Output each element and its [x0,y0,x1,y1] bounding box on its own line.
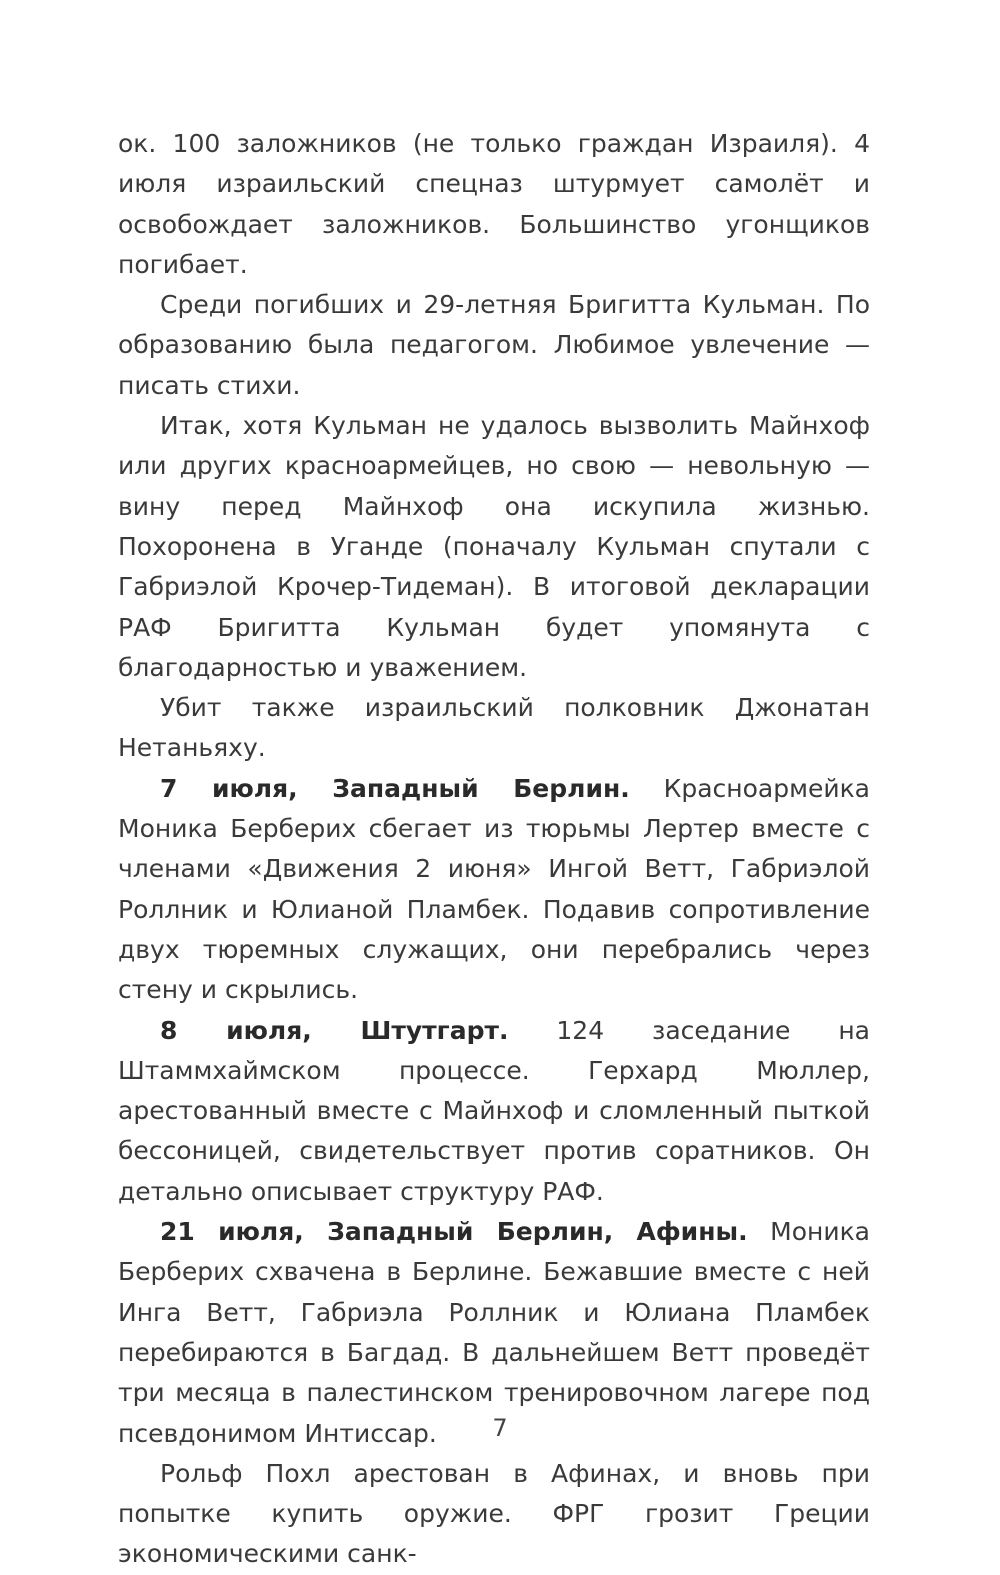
paragraph-text: Моника Берберих схвачена в Берлине. Бежавшие вместе с ней Инга Ветт, Габриэла Роллник и Юлиана Пламбек перебираются в Багдад. В дальнейшем Ветт проведёт три месяца в палестинском тренировочном лагере под псевдонимом Интиссар. [118,1217,870,1448]
paragraph-july-7 [118,769,870,1011]
paragraph-july-8 [118,1011,870,1212]
paragraph-text: ок. 100 заложников (не только граждан Израиля). 4 июля израильский спецназ штурмует самолёт и освобождает заложников. Большинство угонщиков погибает. [118,129,870,279]
paragraph-netanyahu [118,688,870,769]
paragraph-text: Красноармейка Моника Берберих сбегает из тюрьмы Лертер вместе с членами «Движения 2 июня» Ингой Ветт, Габриэлой Роллник и Юлианой Пламбек. Подавив сопротивление двух тюремных служащих, они перебрались через стену и скрылись. [118,773,870,1005]
paragraph-text: Рольф Похл арестован в Афинах, и вновь при попытке купить оружие. ФРГ грозит Греции экономическими санк- [118,1458,870,1569]
paragraph-text: Среди погибших и 29-летняя Бригитта Кульман. По образованию была педагогом. Любимое увлечение — писать стихи. [118,290,870,400]
paragraph-text: Убит также израильский полковник Джонатан Нетаньяху. [118,693,870,763]
paragraph-text: 124 заседание на Штаммхаймском процессе. Герхард Мюллер, арестованный вместе с Майнхоф и сломленный пыткой бессоницей, свидетельствует против соратников. Он детально описывает структуру РАФ. [118,1015,870,1206]
paragraph-pohl-arrest [118,1454,870,1575]
date-place-heading: 7 июля, Западный Берлин. [160,773,630,803]
paragraph-kuhlmann-burial [118,406,870,688]
date-place-heading: 8 июля, Штутгарт. [160,1015,509,1045]
page-number: 7 [492,1414,508,1442]
paragraph-hostages-freed [118,124,870,285]
paragraph-text: Итак, хотя Кульман не удалось вызволить Майнхоф или других красноармейцев, но свою — невольную — вину перед Майнхоф она искупила жизнью. Похоронена в Уганде (поначалу Кульман спутали с Габриэлой Крочер-Тидеман). В итоговой декларации РАФ Бригитта Кульман будет упомянута с благодарностью и уважением. [118,411,870,682]
page-body [118,124,870,1575]
paragraph-kuhlmann-death [118,285,870,406]
date-place-heading: 21 июля, Западный Берлин, Афины. [160,1217,748,1247]
